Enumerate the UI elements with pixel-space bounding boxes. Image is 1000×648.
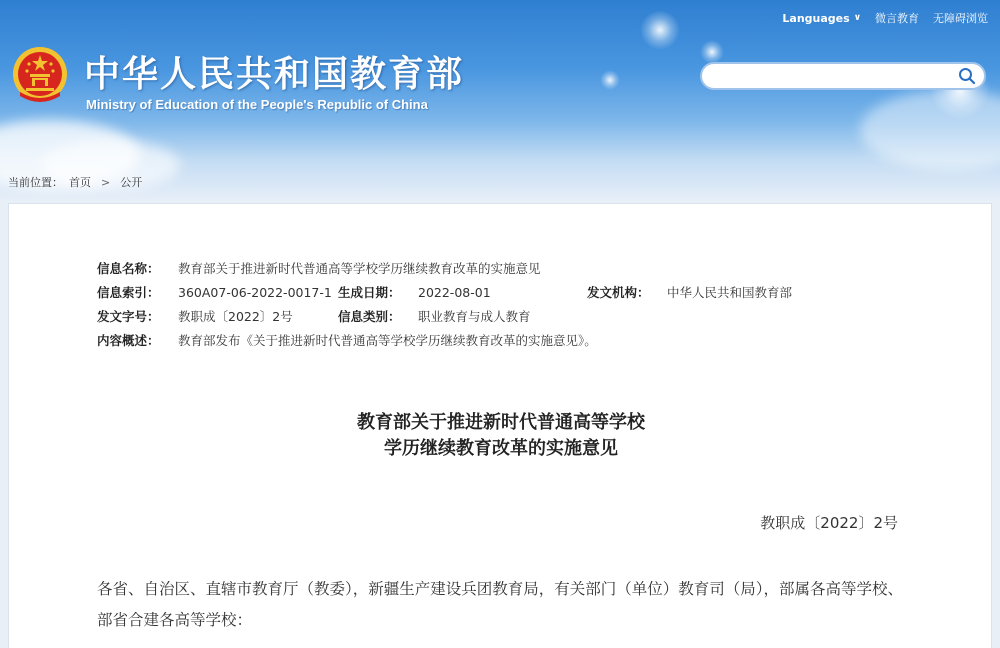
- document-number: 教职成〔2022〕2号: [760, 514, 898, 532]
- languages-label: Languages: [782, 11, 850, 25]
- meta-row-docno: [97, 304, 792, 328]
- site-title-en: Ministry of Education of the People's Republic of China: [86, 97, 428, 112]
- meta-value: 360A07-06-2022-0017-1: [178, 284, 332, 300]
- site-title-cn[interactable]: 中华人民共和国教育部: [84, 54, 465, 95]
- meta-label: 信息名称：: [97, 261, 160, 276]
- accessibility-link[interactable]: 无障碍浏览: [933, 12, 988, 25]
- meta-row-index: [97, 280, 792, 304]
- meta-value: 职业教育与成人教育: [418, 309, 531, 324]
- header-banner: [0, 0, 1000, 200]
- meta-value: 2022-08-01: [418, 284, 491, 300]
- dandelion-decoration: [600, 70, 620, 90]
- meta-value: 教职成〔2022〕2号: [178, 309, 293, 324]
- meta-value: 中华人民共和国教育部: [667, 285, 793, 300]
- breadcrumb-current[interactable]: 公开: [120, 176, 143, 189]
- breadcrumb-separator: >: [101, 175, 111, 189]
- national-emblem-icon[interactable]: [10, 44, 70, 106]
- languages-menu[interactable]: [782, 12, 861, 25]
- document-meta: [97, 256, 792, 352]
- meta-label: 信息类别：: [338, 309, 401, 324]
- search-box[interactable]: [700, 62, 986, 90]
- meta-value: 教育部发布《关于推进新时代普通高等学校学历继续教育改革的实施意见》。: [178, 333, 597, 348]
- document-title: [9, 410, 993, 462]
- meta-label: 发文机构：: [587, 285, 650, 300]
- meta-label: 内容概述：: [97, 333, 160, 348]
- meta-label: 发文字号：: [97, 309, 160, 324]
- breadcrumb: [8, 174, 142, 190]
- search-input[interactable]: [714, 67, 944, 87]
- breadcrumb-prefix: 当前位置：: [8, 176, 63, 189]
- dandelion-decoration: [640, 10, 680, 50]
- top-links: [782, 10, 988, 26]
- meta-value: 教育部关于推进新时代普通高等学校学历继续教育改革的实施意见: [178, 261, 541, 276]
- dandelion-decoration: [700, 40, 724, 64]
- chevron-down-icon: ∨: [853, 13, 861, 23]
- document-title-line: 学历继续教育改革的实施意见: [384, 438, 618, 459]
- meta-label: 生成日期：: [338, 285, 401, 300]
- document-title-line: 教育部关于推进新时代普通高等学校: [357, 412, 645, 433]
- document-addressee: 各省、自治区、直辖市教育厅（教委），新疆生产建设兵团教育局，有关部门（单位）教育司（局），部属各高等学校、部省合建各高等学校：: [97, 580, 904, 629]
- meta-row-summary: [97, 328, 792, 352]
- search-icon[interactable]: [958, 67, 976, 85]
- meta-label: 信息索引：: [97, 285, 160, 300]
- weibo-link[interactable]: 微言教育: [875, 12, 919, 25]
- content-card: [8, 203, 992, 648]
- meta-row-name: [97, 256, 792, 280]
- breadcrumb-home[interactable]: 首页: [69, 176, 91, 189]
